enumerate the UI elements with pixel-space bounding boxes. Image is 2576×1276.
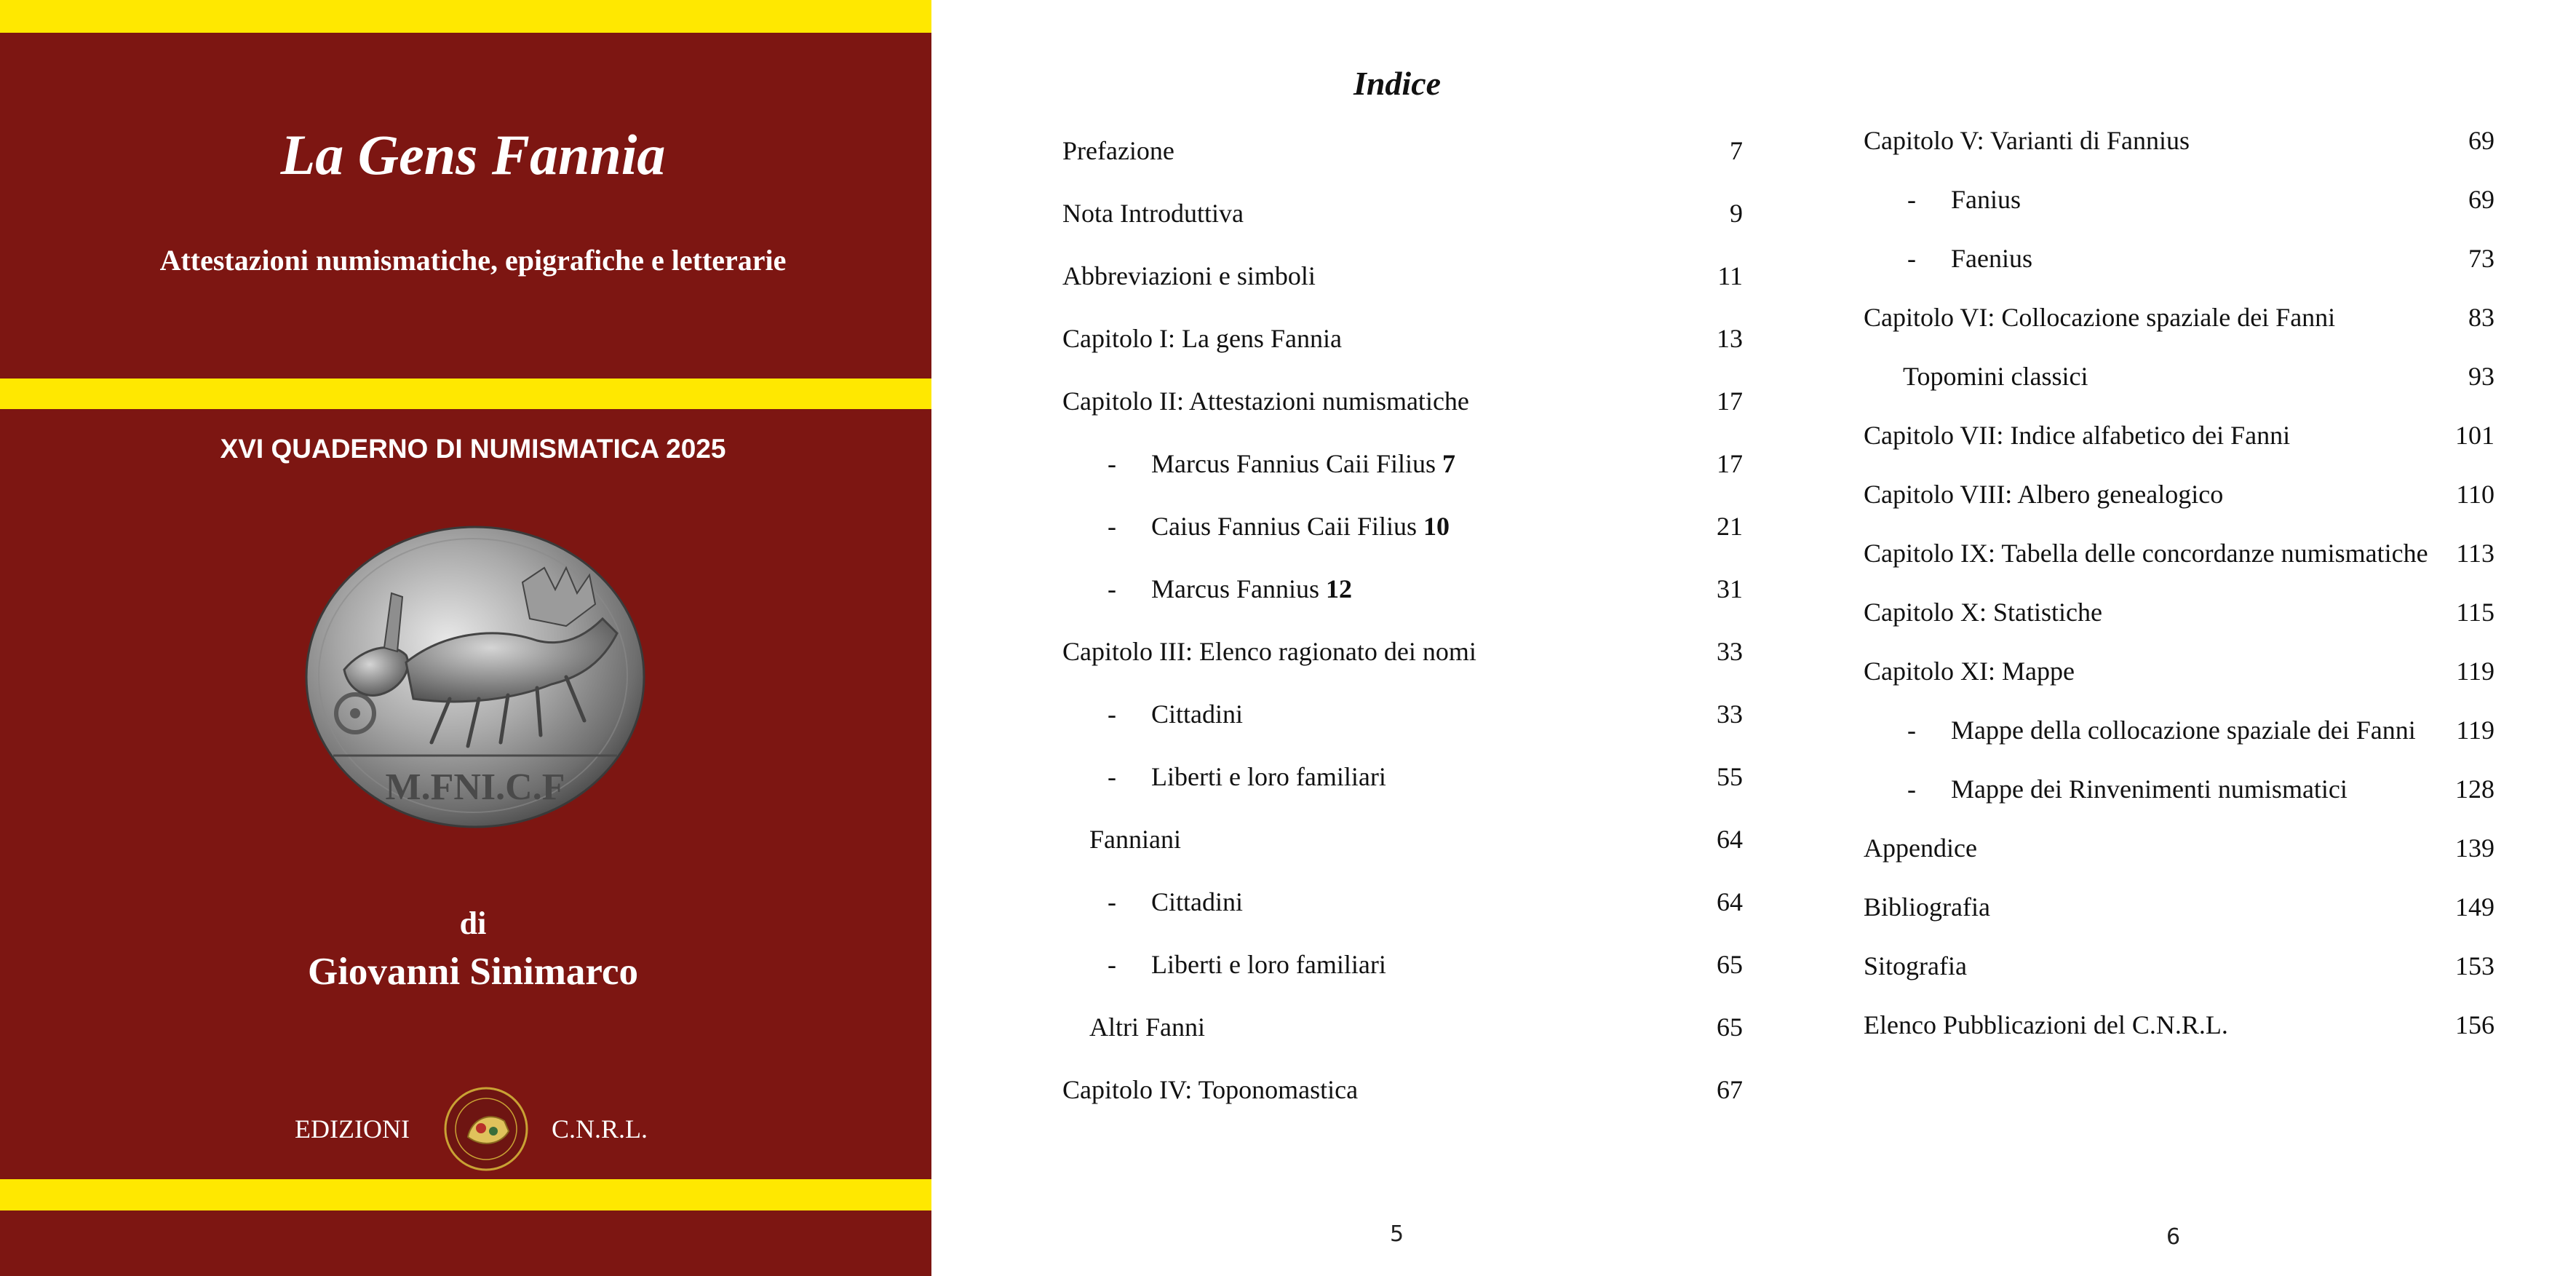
toc-entry bbox=[1864, 951, 2494, 981]
toc-entry-label: Altri Fanni bbox=[1089, 1013, 1205, 1042]
toc-entry bbox=[1903, 361, 2494, 392]
toc-entry-label: Capitolo X: Statistiche bbox=[1864, 598, 2102, 627]
toc-entry-label: - Mappe della collocazione spaziale dei Fanni bbox=[1907, 715, 2416, 745]
publisher-label-left: EDIZIONI bbox=[295, 1114, 410, 1144]
book-cover bbox=[0, 0, 931, 1276]
toc-entry-page: 69 bbox=[2468, 185, 2494, 214]
toc-entry bbox=[1062, 636, 1743, 667]
toc-entry bbox=[1108, 949, 1743, 980]
toc-entry bbox=[1062, 386, 1743, 416]
toc-entry bbox=[1907, 715, 2494, 745]
toc-entry-bold-number: 12 bbox=[1325, 574, 1352, 603]
cover-subtitle: Attestazioni numismatiche, epigrafiche e letterarie bbox=[159, 244, 787, 277]
toc-entry-label: Bibliografia bbox=[1864, 892, 1990, 922]
toc-entry bbox=[1089, 824, 1743, 855]
toc-entry-page: 17 bbox=[1717, 449, 1743, 478]
toc-entry bbox=[1864, 538, 2494, 568]
toc-entry-page: 11 bbox=[1717, 261, 1743, 290]
toc-entry bbox=[1108, 511, 1743, 542]
toc-entry-page: 149 bbox=[2455, 892, 2494, 922]
toc-entry-label: - Marcus Fannius Caii Filius 7 bbox=[1108, 448, 1455, 479]
toc-entry bbox=[1864, 1010, 2494, 1040]
toc-entry bbox=[1864, 479, 2494, 510]
toc-entry bbox=[1062, 198, 1743, 229]
toc-entry-page: 9 bbox=[1730, 199, 1743, 228]
toc-entry-page: 83 bbox=[2468, 303, 2494, 332]
publisher-label-right: C.N.R.L. bbox=[552, 1114, 648, 1144]
toc-entry-label: Appendice bbox=[1864, 833, 1977, 863]
page-number-left: 5 bbox=[1390, 1221, 1404, 1247]
toc-entry-label: Capitolo XI: Mappe bbox=[1864, 657, 2075, 686]
toc-entry-page: 67 bbox=[1717, 1075, 1743, 1104]
toc-entry-label: Elenco Pubblicazioni del C.N.R.L. bbox=[1864, 1010, 2228, 1039]
toc-entry-label: - Cittadini bbox=[1108, 699, 1243, 729]
toc-entry-label: Capitolo IV: Toponomastica bbox=[1062, 1075, 1359, 1104]
toc-entry-label: - Caius Fannius Caii Filius 10 bbox=[1108, 511, 1450, 542]
toc-entry-page: 115 bbox=[2456, 598, 2494, 627]
toc-entry-page: 128 bbox=[2455, 774, 2494, 804]
publisher-seal-icon bbox=[439, 1086, 533, 1172]
toc-entry-page: 17 bbox=[1717, 387, 1743, 416]
toc-entry-label: Capitolo III: Elenco ragionato dei nomi bbox=[1062, 637, 1476, 666]
toc-entry-label: Abbreviazioni e simboli bbox=[1062, 261, 1316, 290]
toc-entry-label: Fanniani bbox=[1089, 825, 1181, 854]
toc-entry-label: Capitolo IX: Tabella delle concordanze numismatiche bbox=[1864, 539, 2428, 568]
toc-entry-label: - Fanius bbox=[1907, 184, 2021, 215]
toc-entry bbox=[1864, 833, 2494, 863]
toc-entry bbox=[1062, 323, 1743, 354]
toc-entry-page: 110 bbox=[2456, 480, 2494, 509]
toc-entry bbox=[1108, 887, 1743, 917]
middle-yellow-stripe bbox=[0, 379, 931, 409]
toc-entry-label: - Cittadini bbox=[1108, 887, 1243, 917]
toc-entry bbox=[1062, 261, 1743, 291]
coin-inscription: M.FNI.C.F bbox=[385, 766, 565, 808]
toc-entry-label: Capitolo VI: Collocazione spaziale dei Fanni bbox=[1864, 303, 2336, 332]
toc-entry-page: 65 bbox=[1717, 950, 1743, 979]
toc-entry-page: 119 bbox=[2456, 716, 2494, 745]
cover-author: Giovanni Sinimarco bbox=[307, 951, 639, 993]
cover-series: XVI QUADERNO DI NUMISMATICA 2025 bbox=[220, 434, 726, 464]
toc-entry-page: 33 bbox=[1717, 700, 1743, 729]
toc-entry-label: Nota Introduttiva bbox=[1062, 199, 1244, 228]
toc-entry-page: 65 bbox=[1717, 1013, 1743, 1042]
cover-title: La Gens Fannia bbox=[280, 123, 666, 186]
toc-entry-page: 31 bbox=[1717, 574, 1743, 603]
toc-entry-page: 21 bbox=[1717, 512, 1743, 541]
page-number-right: 6 bbox=[2166, 1224, 2181, 1250]
toc-entry-label: Capitolo VII: Indice alfabetico dei Fanni bbox=[1864, 421, 2291, 450]
toc-heading: Indice bbox=[1353, 65, 1442, 102]
toc-entry-page: 7 bbox=[1730, 136, 1743, 165]
toc-entry-page: 139 bbox=[2455, 833, 2494, 863]
toc-entry-page: 69 bbox=[2468, 126, 2494, 155]
toc-entry bbox=[1907, 184, 2494, 215]
toc-entry bbox=[1864, 892, 2494, 922]
toc-entry-label: - Liberti e loro familiari bbox=[1108, 761, 1386, 792]
toc-entry-label: Capitolo I: La gens Fannia bbox=[1062, 324, 1342, 353]
toc-entry-page: 33 bbox=[1717, 637, 1743, 666]
toc-entry bbox=[1089, 1012, 1743, 1042]
toc-entry bbox=[1062, 1074, 1743, 1105]
toc-entry-page: 64 bbox=[1717, 825, 1743, 854]
bottom-yellow-stripe bbox=[0, 1179, 931, 1210]
toc-entry-label: - Mappe dei Rinvenimenti numismatici bbox=[1907, 774, 2348, 804]
toc-entry-page: 93 bbox=[2468, 362, 2494, 391]
toc-entry-page: 13 bbox=[1717, 324, 1743, 353]
toc-entry-bold-number: 7 bbox=[1442, 449, 1456, 478]
toc-entry-page: 113 bbox=[2456, 539, 2494, 568]
toc-entry-page: 64 bbox=[1717, 887, 1743, 916]
toc-entry bbox=[1864, 420, 2494, 451]
cover-by: di bbox=[459, 906, 487, 941]
toc-entry-label: Capitolo VIII: Albero genealogico bbox=[1864, 480, 2224, 509]
toc-entry-label: Prefazione bbox=[1062, 136, 1174, 165]
toc-entry-label: - Faenius bbox=[1907, 243, 2032, 274]
toc-entry bbox=[1108, 448, 1743, 479]
coin-image bbox=[304, 524, 646, 830]
top-yellow-stripe bbox=[0, 0, 931, 33]
toc-entry-page: 119 bbox=[2456, 657, 2494, 686]
toc-entry-page: 156 bbox=[2455, 1010, 2494, 1039]
toc-entry-label: Capitolo V: Varianti di Fannius bbox=[1864, 126, 2190, 155]
toc-entry-label: - Marcus Fannius 12 bbox=[1108, 574, 1352, 604]
toc-entry bbox=[1907, 774, 2494, 804]
toc-entry-page: 153 bbox=[2455, 951, 2494, 980]
toc-entry-page: 101 bbox=[2455, 421, 2494, 450]
toc-entry-label: - Liberti e loro familiari bbox=[1108, 949, 1386, 980]
toc-entry bbox=[1864, 302, 2494, 333]
toc-entry-label: Capitolo II: Attestazioni numismatiche bbox=[1062, 387, 1469, 416]
toc-entry-page: 73 bbox=[2468, 244, 2494, 273]
toc-entry bbox=[1062, 135, 1743, 166]
toc-entry-page: 55 bbox=[1717, 762, 1743, 791]
toc-entry bbox=[1864, 125, 2494, 156]
toc-entry bbox=[1864, 597, 2494, 627]
toc-entry bbox=[1864, 656, 2494, 686]
toc-entry bbox=[1108, 699, 1743, 729]
toc-entry bbox=[1108, 761, 1743, 792]
toc-entry-bold-number: 10 bbox=[1423, 512, 1450, 541]
toc-entry-label: Sitografia bbox=[1864, 951, 1967, 980]
toc-entry bbox=[1108, 574, 1743, 604]
toc-entry bbox=[1907, 243, 2494, 274]
toc-entry-label: Topomini classici bbox=[1903, 362, 2088, 391]
